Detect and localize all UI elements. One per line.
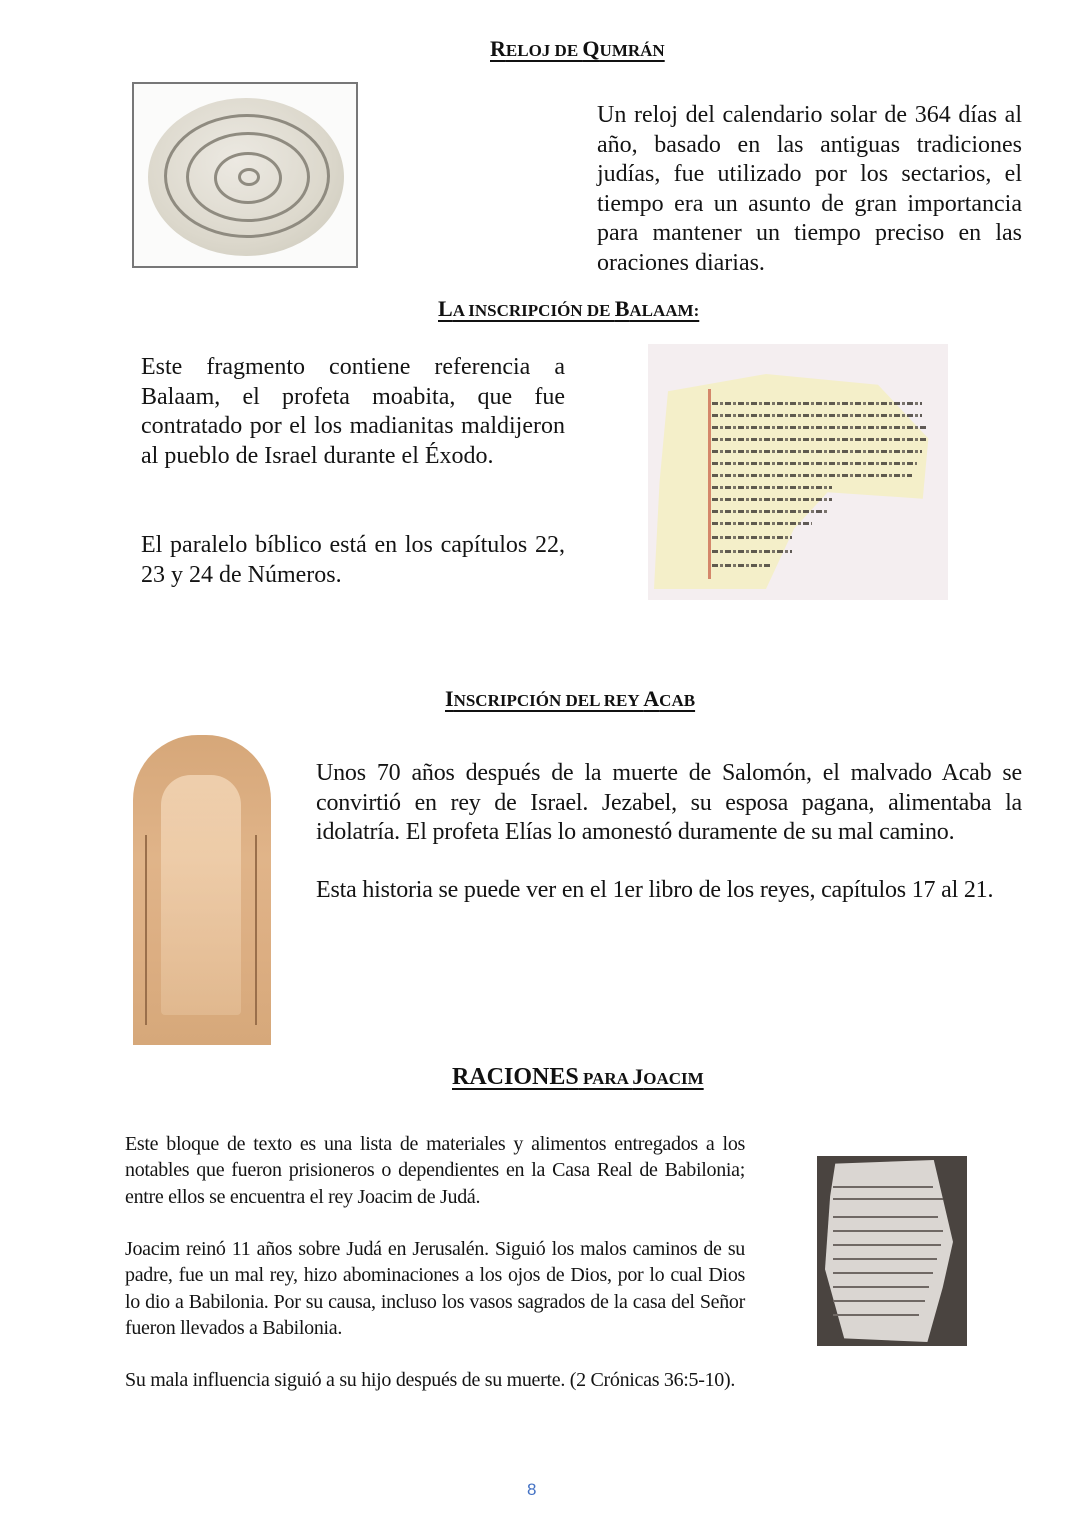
- balaam-paragraph-1: Este fragmento contiene referencia a Balaam, el profeta moabita, que fue contratado por el los madianitas maldijeron al pueblo de Israel durante el Éxodo.: [141, 354, 565, 469]
- joacim-paragraph-2: Joacim reinó 11 años sobre Judá en Jerusalén. Siguió los malos caminos de su padre, fue un mal rey, hizo abominaciones a los ojos de Dios, por lo cual Dios lo dio a Babilonia. Por su causa, incluso los vasos sagrados de la casa del Señor fueron llevados a Babilonia.: [125, 1238, 745, 1339]
- section-title-joacim: RACIONES PARA JOACIM: [452, 1064, 704, 1090]
- joacim-paragraph-3: Su mala influencia siguió a su hijo después de su muerte. (2 Crónicas 36:5-10).: [125, 1369, 736, 1391]
- page-number: 8: [527, 1480, 537, 1499]
- ring-center: [238, 168, 260, 186]
- relief-edge: [145, 835, 147, 1025]
- relief-figure: [161, 775, 241, 1015]
- relief-edge: [255, 835, 257, 1025]
- script-line: [712, 486, 832, 489]
- cuneiform-line: [833, 1314, 919, 1316]
- joacim-paragraph-1: Este bloque de texto es una lista de materiales y alimentos entregados a los notables que fueron prisioneros o dependientes en la Casa Real de Babilonia; entre ellos se encuentra el rey Joacim de Judá.: [125, 1133, 745, 1208]
- cuneiform-line: [833, 1286, 929, 1288]
- script-line: [712, 450, 922, 453]
- script-line: [712, 474, 912, 477]
- cuneiform-line: [833, 1300, 925, 1302]
- cuneiform-line: [833, 1198, 943, 1200]
- script-line: [712, 498, 832, 501]
- script-line: [712, 462, 917, 465]
- script-line: [712, 536, 792, 539]
- plaster-fragment: [654, 374, 934, 589]
- cuneiform-line: [833, 1216, 938, 1218]
- section-title-balaam: LA INSCRIPCIÓN DE BALAAM:: [438, 296, 700, 321]
- script-line: [712, 426, 927, 429]
- script-line: [712, 402, 922, 405]
- cuneiform-line: [833, 1244, 941, 1246]
- stone-sundial-image: [132, 82, 358, 268]
- acab-paragraph-1: Unos 70 años después de la muerte de Salomón, el malvado Acab se convirtió en rey de Israel. Jezabel, su esposa pagana, alimentaba la idolatría. El profeta Elías lo amonestó duramente de su mal camino.: [316, 760, 1022, 845]
- script-line: [712, 414, 922, 417]
- script-line: [712, 522, 812, 525]
- acab-paragraph-2: Esta historia se puede ver en el 1er libro de los reyes, capítulos 17 al 21.: [316, 877, 994, 903]
- cuneiform-line: [833, 1186, 933, 1188]
- cuneiform-line: [833, 1258, 937, 1260]
- script-line: [712, 438, 927, 441]
- script-line: [712, 510, 827, 513]
- cuneiform-tablet-image: [817, 1156, 967, 1346]
- cuneiform-line: [833, 1230, 943, 1232]
- qumran-paragraph: Un reloj del calendario solar de 364 días al año, basado en las antiguas tradiciones judías, fue utilizado por los sectarios, el tiempo era un asunto de gran importancia para mantener un tiempo preciso en las oraciones diarias.: [597, 102, 1022, 276]
- stele-image: [133, 735, 271, 1045]
- script-line: [712, 564, 772, 567]
- red-margin-line: [708, 389, 711, 579]
- balaam-paragraph-2: El paralelo bíblico está en los capítulos 22, 23 y 24 de Números.: [141, 532, 565, 588]
- plaster-inscription-image: [648, 344, 948, 600]
- cuneiform-line: [833, 1272, 933, 1274]
- section-title-qumran: RELOJ DE QUMRÁN: [490, 36, 665, 61]
- script-line: [712, 550, 792, 553]
- section-title-acab: INSCRIPCIÓN DEL REY ACAB: [445, 686, 696, 711]
